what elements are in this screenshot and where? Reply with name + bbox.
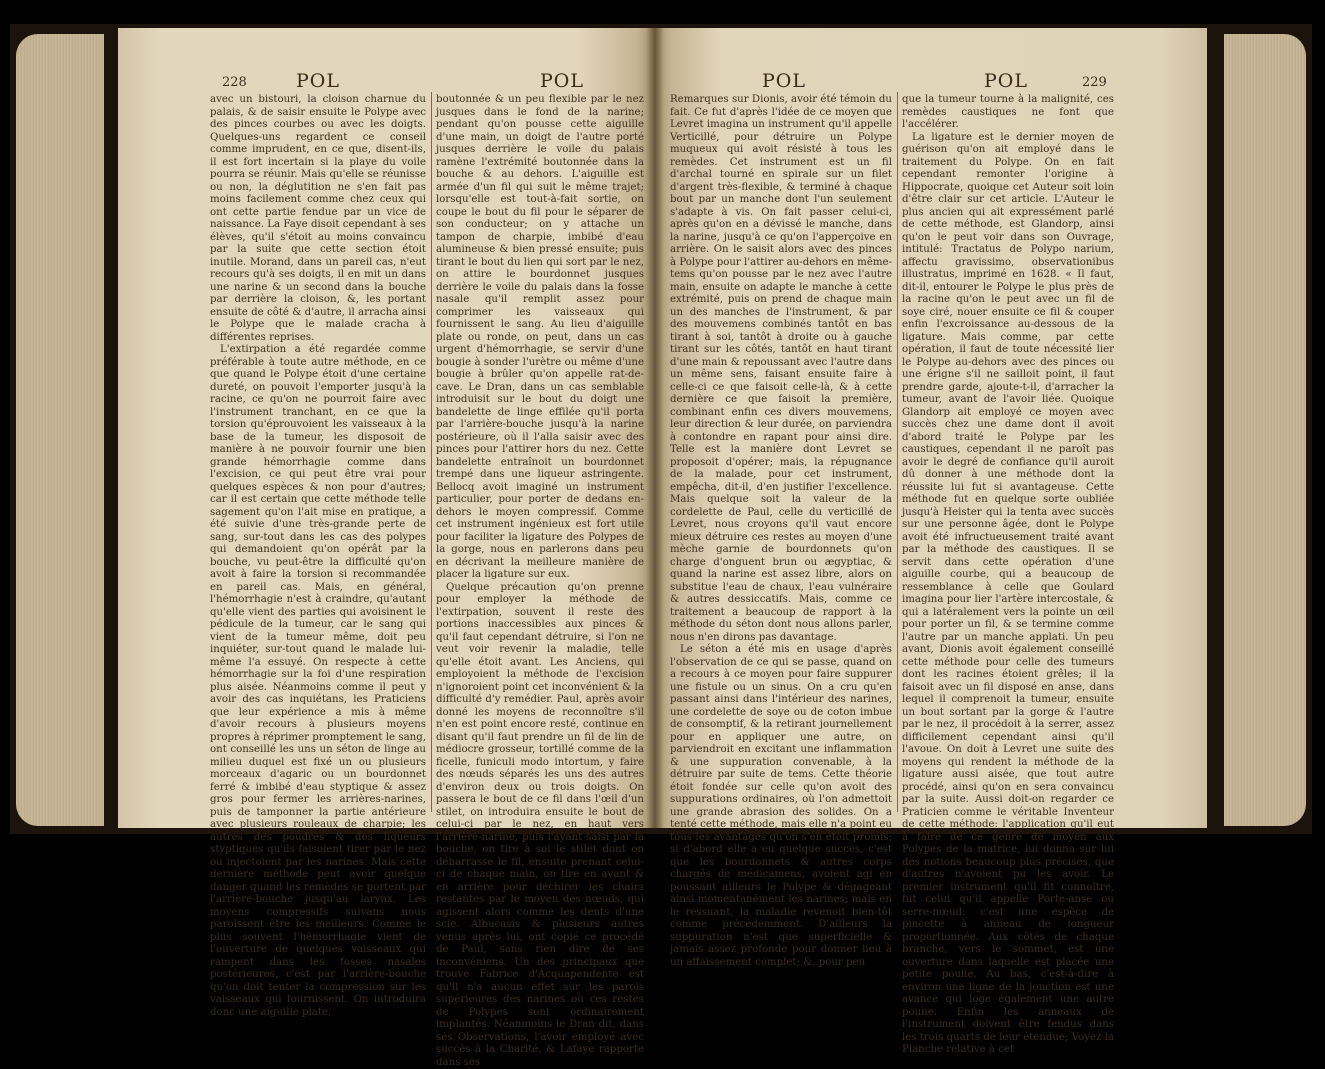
right-page-block-edges — [1224, 34, 1306, 826]
paragraph: L'extirpation a été regardée comme préférable à toute autre méthode, en ce que quand le Polype étoit d'une certaine dureté, on pouvoit l'emporter jusqu'à la racine, ce qu'on ne pourroit faire avec l'instrument tranchant, en ce que la torsion qu'éprouvoient les vaisseaux à la base de la tumeur, les disposoit de manière à ne pouvoir fournir une bien grande hémorrhagie comme dans l'excision, ce qui peut être vrai pour quelques espèces & non pour d'autres; car il est certain que cette méthode telle sagement qu'on l'ait mise en pratique, a été suivie d'une très-grande perte de sang, sur-tout dans les cas des polypes qui demandoient qu'on opérât par la bouche, vu peut-être la difficulté qu'on avoit à faire la torsion si recommandée en pareil cas. Mais, en général, l'hémorrhagie n'est à craindre, qu'autant qu'elle vient des parties qui avoisinent le pédicule de la tumeur, car le sang qui vient de la tumeur même, doit peu inquiéter, sur-tout quand le malade lui-même l'a essuyé. On respecte à cette hémorrhagie sur la foi d'une respiration plus aisée. Néanmoins comme il peut y avoir des cas inquiétans, les Praticiens que leur expérience a mis à même d'avoir recours à plusieurs moyens propres à réprimer promptement le sang, ont conseillé les uns un séton de linge au milieu duquel est fixé un ou plusieurs morceaux d'agaric ou un bourdonnet ferré & imbibé d'eau styptique & assez gros pour fermer les arrières-narines, puis de tamponner la partie antérieure avec plusieurs rouleaux de charpie; les autres des poudres & des liqueurs styptiques qu'ils faisoient tirer par le nez ou injectoient par les narines. Mais cette dernière méthode peut avoir quelque danger quand les remèdes se portent par l'arrière-bouche jusqu'au larynx. Les moyens compressifs suivans nous paroissent être les meilleurs. Comme le plus souvent l'hémorrhagie vient de l'ouverture de quelques vaisseaux qui rampent dans les fosses nasales postérieures, c'est par l'arrière-bouche qu'on doit tenter la compression sur les vaisseaux qui fournissent. On introduira donc une aiguille plate, — [210, 344, 426, 1019]
running-head: POL — [540, 70, 584, 92]
book-gutter — [646, 28, 664, 828]
page-number: 229 — [1082, 75, 1107, 90]
paragraph: avec un bistouri, la cloison charnue du palais, & de saisir ensuite le Polype avec des pinces courbes ou avec les doigts. Quelques-uns regardent ce conseil comme imprudent, en ce que, disent-ils, il est fort incertain si la playe du voile pourra se réunir. Mais qu'elle se réunisse ou non, la déglutition ne s'en fait pas moins facilement comme chez ceux qui ont cette partie fendue par un vice de naissance. La Faye disoit cependant à ses élèves, qu'il s'étoit au moins convaincu par la suite que cette section étoit inutile. Morand, dans un pareil cas, n'eut recours qu'à ses doigts, il en mit un dans une narine & un second dans la bouche par derrière la cloison, &, les portant ensuite de côté & d'autre, il arracha ainsi le Polype que le malade cracha à différentes reprises. — [210, 94, 426, 344]
right-page — [654, 28, 1207, 828]
paragraph: Quelque précaution qu'on prenne pour employer la méthode de l'extirpation, souvent il reste des portions inaccessibles aux pinces & qu'il faut cependant détruire, si l'on ne veut voir revenir la maladie, telle qu'elle étoit avant. Les Anciens, qui employoient la méthode de l'excision n'ignoroient point cet inconvénient & la difficulté d'y remédier. Paul, après avoir donné les moyens de reconnoître s'il n'en est point encore resté, continue en disant qu'il faut prendre un fil de lin de médiocre grosseur, tortillé comme de la ficelle, funiculi modo intortum, y faire des nœuds séparés les uns des autres d'environ deux ou trois doigts. On passera le bout de ce fil dans l'œil d'un stilet, on introduira ensuite le bout de celui-ci par le nez, en haut vers l'arrière-narine, puis l'ayant saisi par la bouche, on tire à soi le stilet dont on débarrasse le fil, ensuite prenant celui-ci de chaque main, on tire en avant & en arrière pour déchirer les chairs restantes par le moyen des nœuds, qui agissent alors comme les dents d'une scie. Albucasis & plusieurs autres venus après lui, ont copié ce procédé de Paul, sans rien dire de ses inconvéniens. Un des principaux que trouve Fabrice d'Acquapendente est qu'il n'a aucun effet sur les parois supérieures des narines où ces restes de Polypes sont ordinairement implantés. Néanmoins le Dran dit, dans ses Observations, l'avoir employé avec succès à la Charité, & Lafaye rapporte dans ses — [436, 582, 644, 1069]
text-column-2 — [436, 94, 644, 824]
paragraph: Remarques sur Dionis, avoir été témoin du fait. Ce fut d'après l'idée de ce moyen que Levret imagina un instrument qu'il appelle Verticillé, pour détruire un Polype muqueux qui avoit résisté à tous les remèdes. Cet instrument est un fil d'archal tourné en spirale sur un filet d'argent très-flexible, & terminé à chaque bout par un manche dont l'un seulement s'adapte à vis. On fait passer celui-ci, après qu'on en a dévissé le manche, dans la narine, jusqu'à ce qu'on l'apperçoive en arrière. On le saisit alors avec des pinces à Polype pour l'attirer au-dehors en même-tems qu'on pousse par le nez avec l'autre main, ensuite on adapte le manche à cette extrémité, puis on prend de chaque main un des manches de l'instrument, & par des mouvemens combinés tantôt en bas tirant à soi, tantôt à droite ou à gauche tirant sur les côtés, tantôt en haut tirant d'une main & repoussant avec l'autre dans un même sens, faisant ensuite faire à celle-ci ce que faisoit celle-là, & à cette dernière ce que faisoit la première, combinant enfin ces divers mouvemens, leur direction & leur durée, on parviendra à contondre en rapant pour ainsi dire. Telle est la manière dont Levret se proposoit d'opérer; mais, la répugnance de la malade, pour cet instrument, empêcha, dit-il, d'en justifier l'excellence. Mais quelque soit la valeur de la cordelette de Paul, celle du verticillé de Levret, nous croyons qu'il vaut encore mieux détruire ces restes au moyen d'une mèche garnie de bourdonnets qu'on charge d'onguent brun ou ægyptiac, & quand la narine est assez libre, alors on substitue l'eau de chaux, l'eau vulnéraire & autres dessiccatifs. Mais, comme ce traitement a beaucoup de rapport à la méthode du séton dont nous allons parler, nous n'en dirons pas davantage. — [670, 94, 892, 644]
text-column-1 — [210, 94, 426, 824]
paragraph: Le séton a été mis en usage d'après l'observation de ce qui se passe, quand on a recours à ce moyen pour faire suppurer une fistule ou un sinus. On a cru qu'en passant ainsi dans l'intérieur des narines, une cordelette de soye ou de coton imbue de consomptif, & la retirant journellement pour en appliquer une autre, on parviendroit en excitant une inflammation & une suppuration convenable, à la détruire par suite de tems. Cette théorie étoit fondée sur celle qu'on avoit des suppurations ordinaires, où l'on admettoit une grande abrasion des solides. On a tenté cette méthode, mais elle n'a point eu tous les avantages qu'on s'en étoit promis; si d'abord elle a eu quelque succès, c'est que les bourdonnets & autres corps chargés de médicamens, avoient agi en poussant ailleurs le Polype & dégageant ainsi momentanément les narines; mais en le ressuant, la maladie revenoit bien-tôt comme précédemment. D'ailleurs la suppuration n'est que superficielle & jamais assez profonde pour donner lieu à un affaissement complet; &, pour peu — [670, 644, 892, 969]
column-rule — [897, 92, 898, 812]
open-book — [10, 24, 1312, 834]
running-head: POL — [296, 70, 340, 92]
column-rule — [431, 92, 432, 812]
running-head: POL — [984, 70, 1028, 92]
text-column-2 — [902, 94, 1114, 824]
running-head: POL — [762, 70, 806, 92]
left-page-block-edges — [16, 34, 104, 826]
page-number: 228 — [222, 75, 247, 90]
paragraph: que la tumeur tourne à la malignité, ces remèdes caustiques ne font que l'accélérer. — [902, 94, 1114, 132]
paragraph: boutonnée & un peu flexible par le nez jusques dans le fond de la narine; pendant qu'on pousse cette aiguille d'une main, un doigt de l'autre porté jusques derrière le voile du palais ramène l'extrémité boutonnée dans la bouche & au dehors. L'aiguille est armée d'un fil qui suit le même trajet; lorsqu'elle est tout-à-fait sortie, on coupe le bout du fil pour le séparer de son conducteur; on y attache un tampon de charpie, imbibé d'eau alumineuse & bien pressé ensuite; puis tirant le bout du lien qui sort par le nez, on attire le bourdonnet jusques derrière le voile du palais dans la fosse nasale qu'il remplit assez pour comprimer les vaisseaux qui fournissent le sang. Au lieu d'aiguille plate ou ronde, on peut, dans un cas urgent d'hémorrhagie, se servir d'une bougie à sonder l'urètre ou même d'une bougie à brûler qu'on appelle rat-de-cave. Le Dran, dans un cas semblable introduisit sur le bout du doigt une bandelette de linge effilée qu'il porta par l'arrière-bouche jusqu'à la narine postérieure, où il l'alla saisir avec des pinces pour l'attirer hors du nez. Cette bandelette entraînoit un bourdonnet trempé dans une liqueur astringente. Bellocq avoit imaginé un instrument particulier, pour porter de dedans en-dehors le moyen compressif. Comme cet instrument ingénieux est fort utile pour faciliter la ligature des Polypes de la gorge, nous en parlerons dans peu en décrivant la meilleure manière de placer la ligature sur eux. — [436, 94, 644, 582]
text-column-1 — [670, 94, 892, 824]
paragraph: La ligature est le dernier moyen de guérison qu'on ait employé dans le traitement du Polype. On en fait cependant remonter l'origine à Hippocrate, quoique cet Auteur soit loin d'être clair sur cet article. L'Auteur le plus ancien qui ait expressément parlé de cette méthode, est Glandorp, ainsi qu'on le peut voir dans son Ouvrage, intitulé: Tractatus de Polypo narium, affectu gravissimo, observationibus illustratus, imprimé en 1628. « Il faut, dit-il, entourer le Polype le plus près de la racine qu'on le peut avec un fil de soye ciré, nouer ensuite ce fil & couper enfin l'excroissance au-dessous de la ligature. Mais comme, par cette opération, il faut de toute nécessité lier le Polype au-dehors avec des pinces ou une érigne s'il ne sailloit point, il faut prendre garde, ajoute-t-il, d'arracher la tumeur, avant de l'avoir liée. Quoique Glandorp ait employé ce moyen avec succès chez une dame dont il avoit d'abord traité le Polype par les caustiques, cependant il ne paroît pas avoir le degré de confiance qu'il auroit dû donner à une méthode dont la réussite lui fut si avantageuse. Cette méthode fut en quelque sorte oubliée jusqu'à Heister qui la tenta avec succès sur une personne âgée, dont le Polype avoit été infructueusement traité avant par la méthode des caustiques. Il se servit dans cette opération d'une aiguille courbe, qui a beaucoup de ressemblance à celle que Goulard imagina pour lier l'artère intercostale, & qui a latéralement vers la pointe un œil pour porter un fil, & se termine comme l'autre par un manche applati. Un peu avant, Dionis avoit également conseillé cette méthode pour celle des tumeurs dont les racines étoient grêles; il la faisoit avec un fil disposé en anse, dans lequel il comprenoit la tumeur, ensuite un bout sortant par la gorge & l'autre par le nez, il procédoit à la serrer, assez difficilement cependant ainsi qu'il l'avoue. On doit à Levret une suite des moyens qui rendent la méthode de la ligature aussi aisée, que tout autre procédé, ainsi qu'on en sera convaincu par la suite. Aussi doit-on regarder ce Praticien comme le véritable Inventeur de cette méthode: l'application qu'il eut à faire de ce genre de moyen aux Polypes de la matrice, lui donna sur lui des notions beaucoup plus précises, que d'autres n'avoient pu les avoir. Le premier instrument qu'il fit connoître, fut celui qu'il appelle Porte-anse ou serre-nœud: c'est une espèce de pincette à anneau de longueur proportionnée. Aux côtés de chaque branche, vers le sommet, est une ouverture dans laquelle est placée une petite poulie. Au bas, c'est-à-dire à environ une ligne de la jonction est une avance qui loge également une autre poulie. Enfin les anneaux de l'instrument doivent être fendus dans les trois quarts de leur étendue; Voyez la Planche relative à cet — [902, 132, 1114, 1057]
left-page — [118, 28, 654, 828]
